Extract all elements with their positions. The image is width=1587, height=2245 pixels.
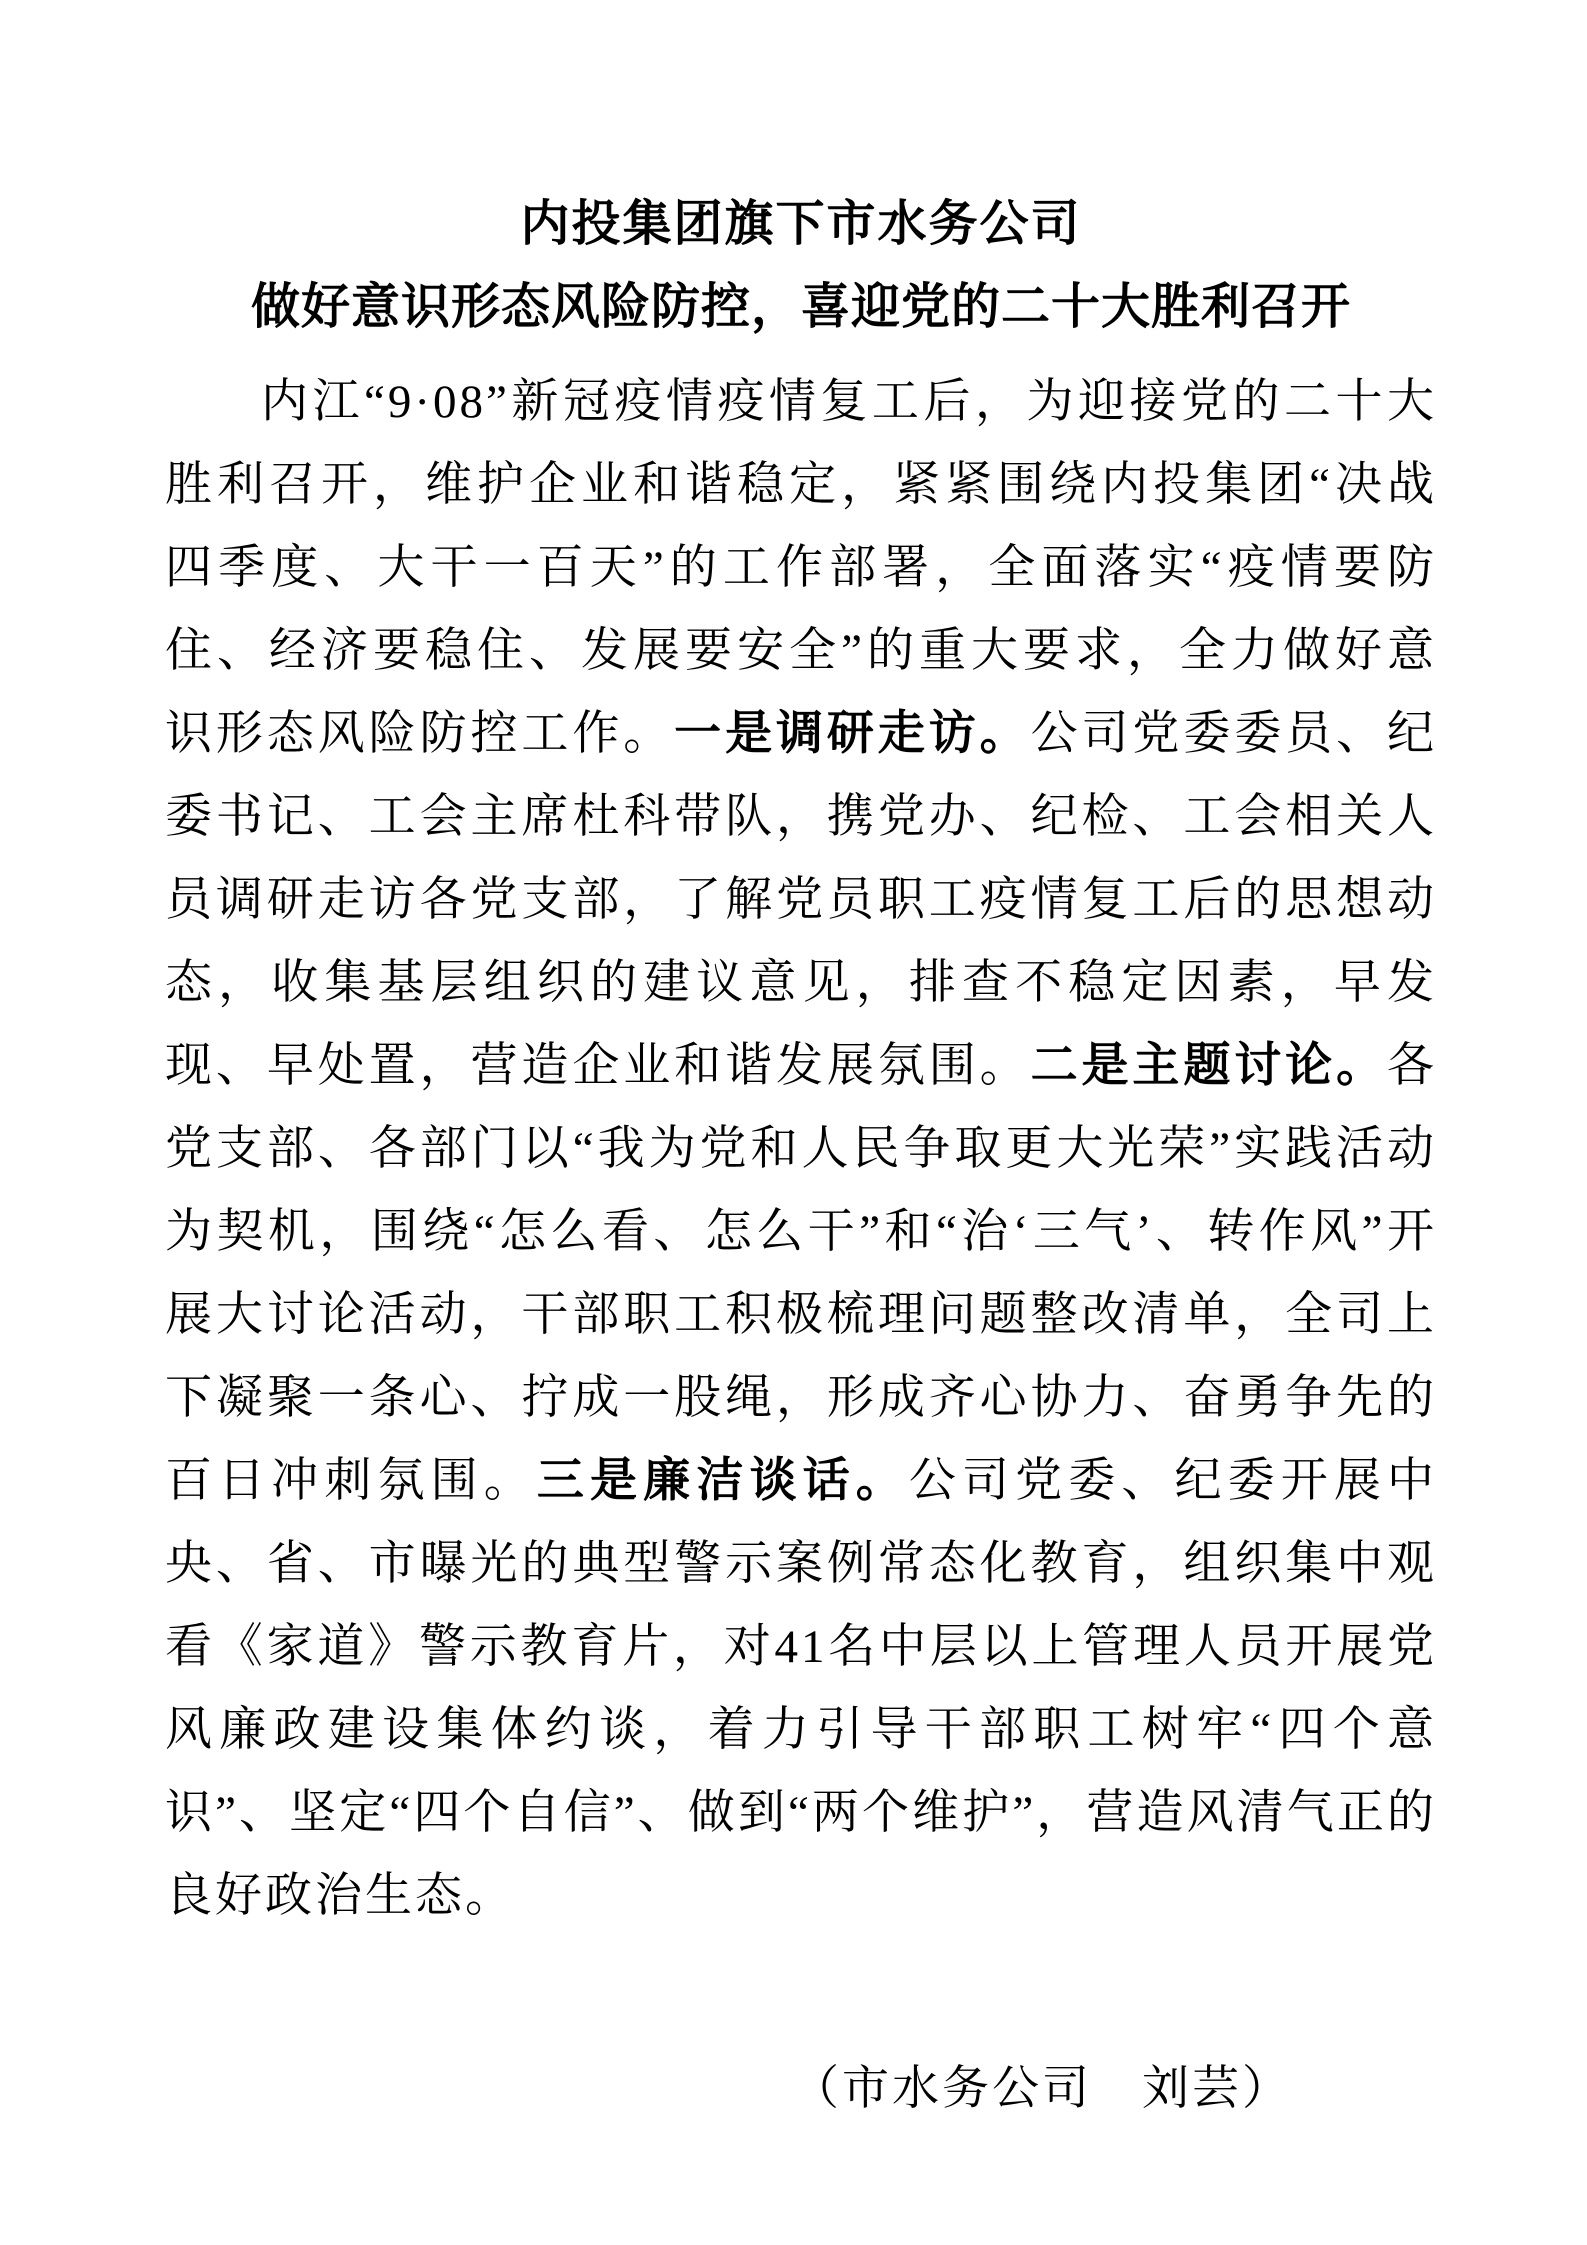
document-title-line-2: 做好意识形态风险防控，喜迎党的二十大胜利召开 xyxy=(250,278,1351,334)
body-segment-heading-1: 一是调研走访。 xyxy=(674,707,1031,760)
body-segment-research-visits: 公司党委委员、纪委书记、工会主席杜科带队，携党办、纪检、工会相关人员调研走访各党支部，了解党员职工疫情复工后的思想动态，收集基层组织的建议意见，排查不稳定因素，早发现、早处置，营造企业和谐发展氛围。 xyxy=(165,707,1438,1092)
body-segment-intro: 内江“9·08”新冠疫情疫情复工后，为迎接党的二十大胜利召开，维护企业和谐稳定，紧紧围绕内投集团“决战四季度、大干一百天”的工作部署，全面落实“疫情要防住、经济要稳住、发展要安全”的重大要求，全力做好意识形态风险防控工作。 xyxy=(165,375,1437,760)
body-segment-heading-3: 三是廉洁谈话。 xyxy=(536,1454,909,1507)
body-segment-theme-discussion: 各党支部、各部门以“我为党和人民争取更大光荣”实践活动为契机，围绕“怎么看、怎么干”和“治‘三气’、转作风”开展大讨论活动，干部职工积极梳理问题整改清单，全司上下凝聚一条心、拧成一股绳，形成齐心协力、奋勇争先的百日冲刺氛围。 xyxy=(165,1039,1438,1507)
body-segment-integrity-talks: 公司党委、纪委开展中央、省、市曝光的典型警示案例常态化教育，组织集中观看《家道》警示教育片，对41名中层以上管理人员开展党风廉政建设集体约谈，着力引导干部职工树牢“四个意识”、坚定“四个自信”、做到“两个维护”，营造风清气正的良好政治生态。 xyxy=(165,1454,1438,1922)
body-segment-heading-2: 二是主题讨论。 xyxy=(1030,1039,1388,1092)
document-content xyxy=(165,0,1437,2131)
body-paragraph xyxy=(165,361,1437,1938)
signature-line: （市水务公司 刘芸） xyxy=(792,2062,1292,2115)
document-title-line-1: 内投集团旗下市水务公司 xyxy=(520,196,1082,251)
